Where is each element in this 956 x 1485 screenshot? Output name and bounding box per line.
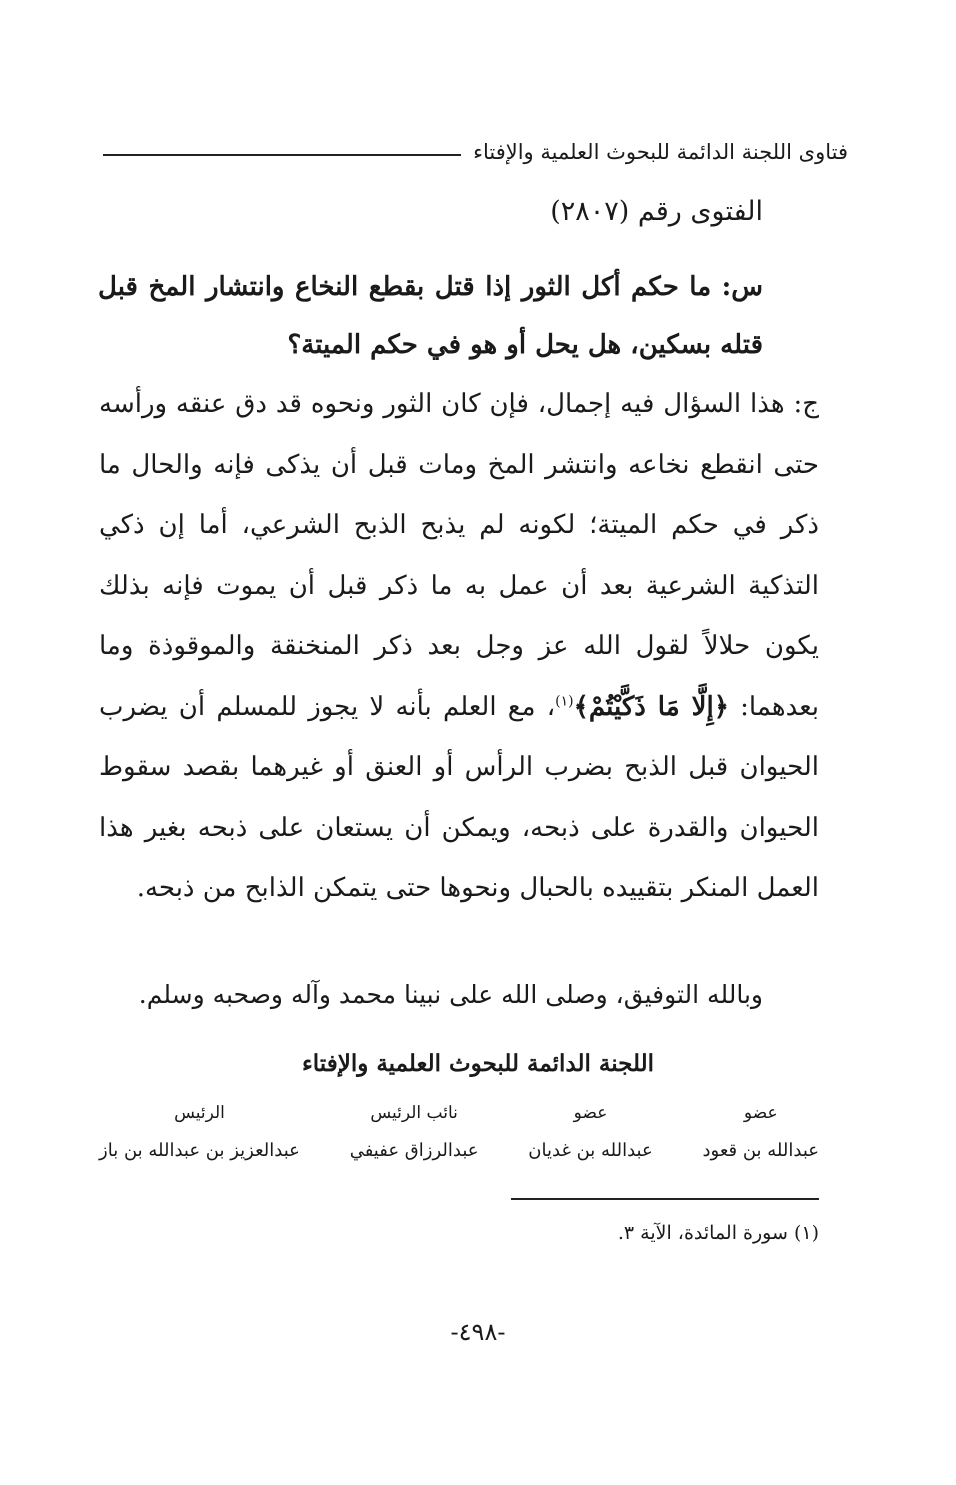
- signature-role: نائب الرئيس: [370, 1103, 458, 1123]
- signature-role: عضو: [573, 1103, 608, 1123]
- question-text: س: ما حكم أكل الثور إذا قتل بقطع النخاع وانتشار المخ قبل قتله بسكين، هل يحل أو هو في حكم الميتة؟: [98, 272, 763, 360]
- footnote: (١) سورة المائدة، الآية ٣.: [617, 1222, 819, 1244]
- page-number: -٤٩٨-: [450, 1318, 506, 1346]
- fatwa-number: الفتوى رقم (٢٨٠٧): [550, 196, 763, 227]
- quran-verse: ﴿إِلَّا مَا ذَكَّيْتُمْ﴾: [573, 691, 729, 722]
- committee-title: اللجنة الدائمة للبحوث العلمية والإفتاء: [301, 1050, 655, 1077]
- answer-text: [99, 374, 819, 919]
- book-title: فتاوى اللجنة الدائمة للبحوث العلمية والإفتاء: [473, 140, 848, 164]
- footnote-divider: [511, 1198, 819, 1200]
- signature-name: عبدالرزاق عفيفي: [349, 1140, 479, 1161]
- header-rule: [103, 154, 461, 156]
- running-header: [103, 132, 848, 172]
- signature-member-2: [528, 1095, 652, 1171]
- signatures: [99, 1095, 819, 1171]
- signature-role: عضو: [743, 1103, 778, 1123]
- signature-role: الرئيس: [174, 1103, 225, 1123]
- signature-vice-chairman: [350, 1095, 479, 1171]
- closing-text: وبالله التوفيق، وصلى الله على نبينا محمد وآله وصحبه وسلم.: [138, 980, 763, 1009]
- answer-before-verse: ج: هذا السؤال فيه إجمال، فإن كان الثور ونحوه قد دق عنقه ورأسه حتى انقطع نخاعه وانتشر المخ ومات قبل أن يذكى فإنه والحال ما ذكر في حكم الميتة؛ لكونه لم يذبح الذبح الشرعي، أما إن ذكي التذكية الشرعية بعد أن عمل به ما ذكر قبل أن يموت فإنه بذلك يكون حلالاً لقول الله عز وجل بعد ذكر المنخنقة والموقوذة وما بعدهما:: [99, 389, 820, 722]
- signature-name: عبدالله بن غديان: [528, 1140, 653, 1161]
- signature-member-1: [703, 1095, 819, 1171]
- answer-after-verse: ، مع العلم بأنه لا يجوز للمسلم أن يضرب الحيوان قبل الذبح بضرب الرأس أو العنق أو غيرهما بقصد سقوط الحيوان والقدرة على ذبحه، ويمكن أن يستعان على ذبحه بغير هذا العمل المنكر بتقييده بالحبال ونحوها حتى يتمكن الذابح من ذبحه.: [99, 691, 819, 903]
- signature-name: عبدالله بن قعود: [702, 1140, 819, 1161]
- signature-name: عبدالعزيز بن عبدالله بن باز: [99, 1140, 300, 1161]
- footnote-reference: (١): [555, 692, 574, 709]
- signature-chairman: [99, 1095, 300, 1171]
